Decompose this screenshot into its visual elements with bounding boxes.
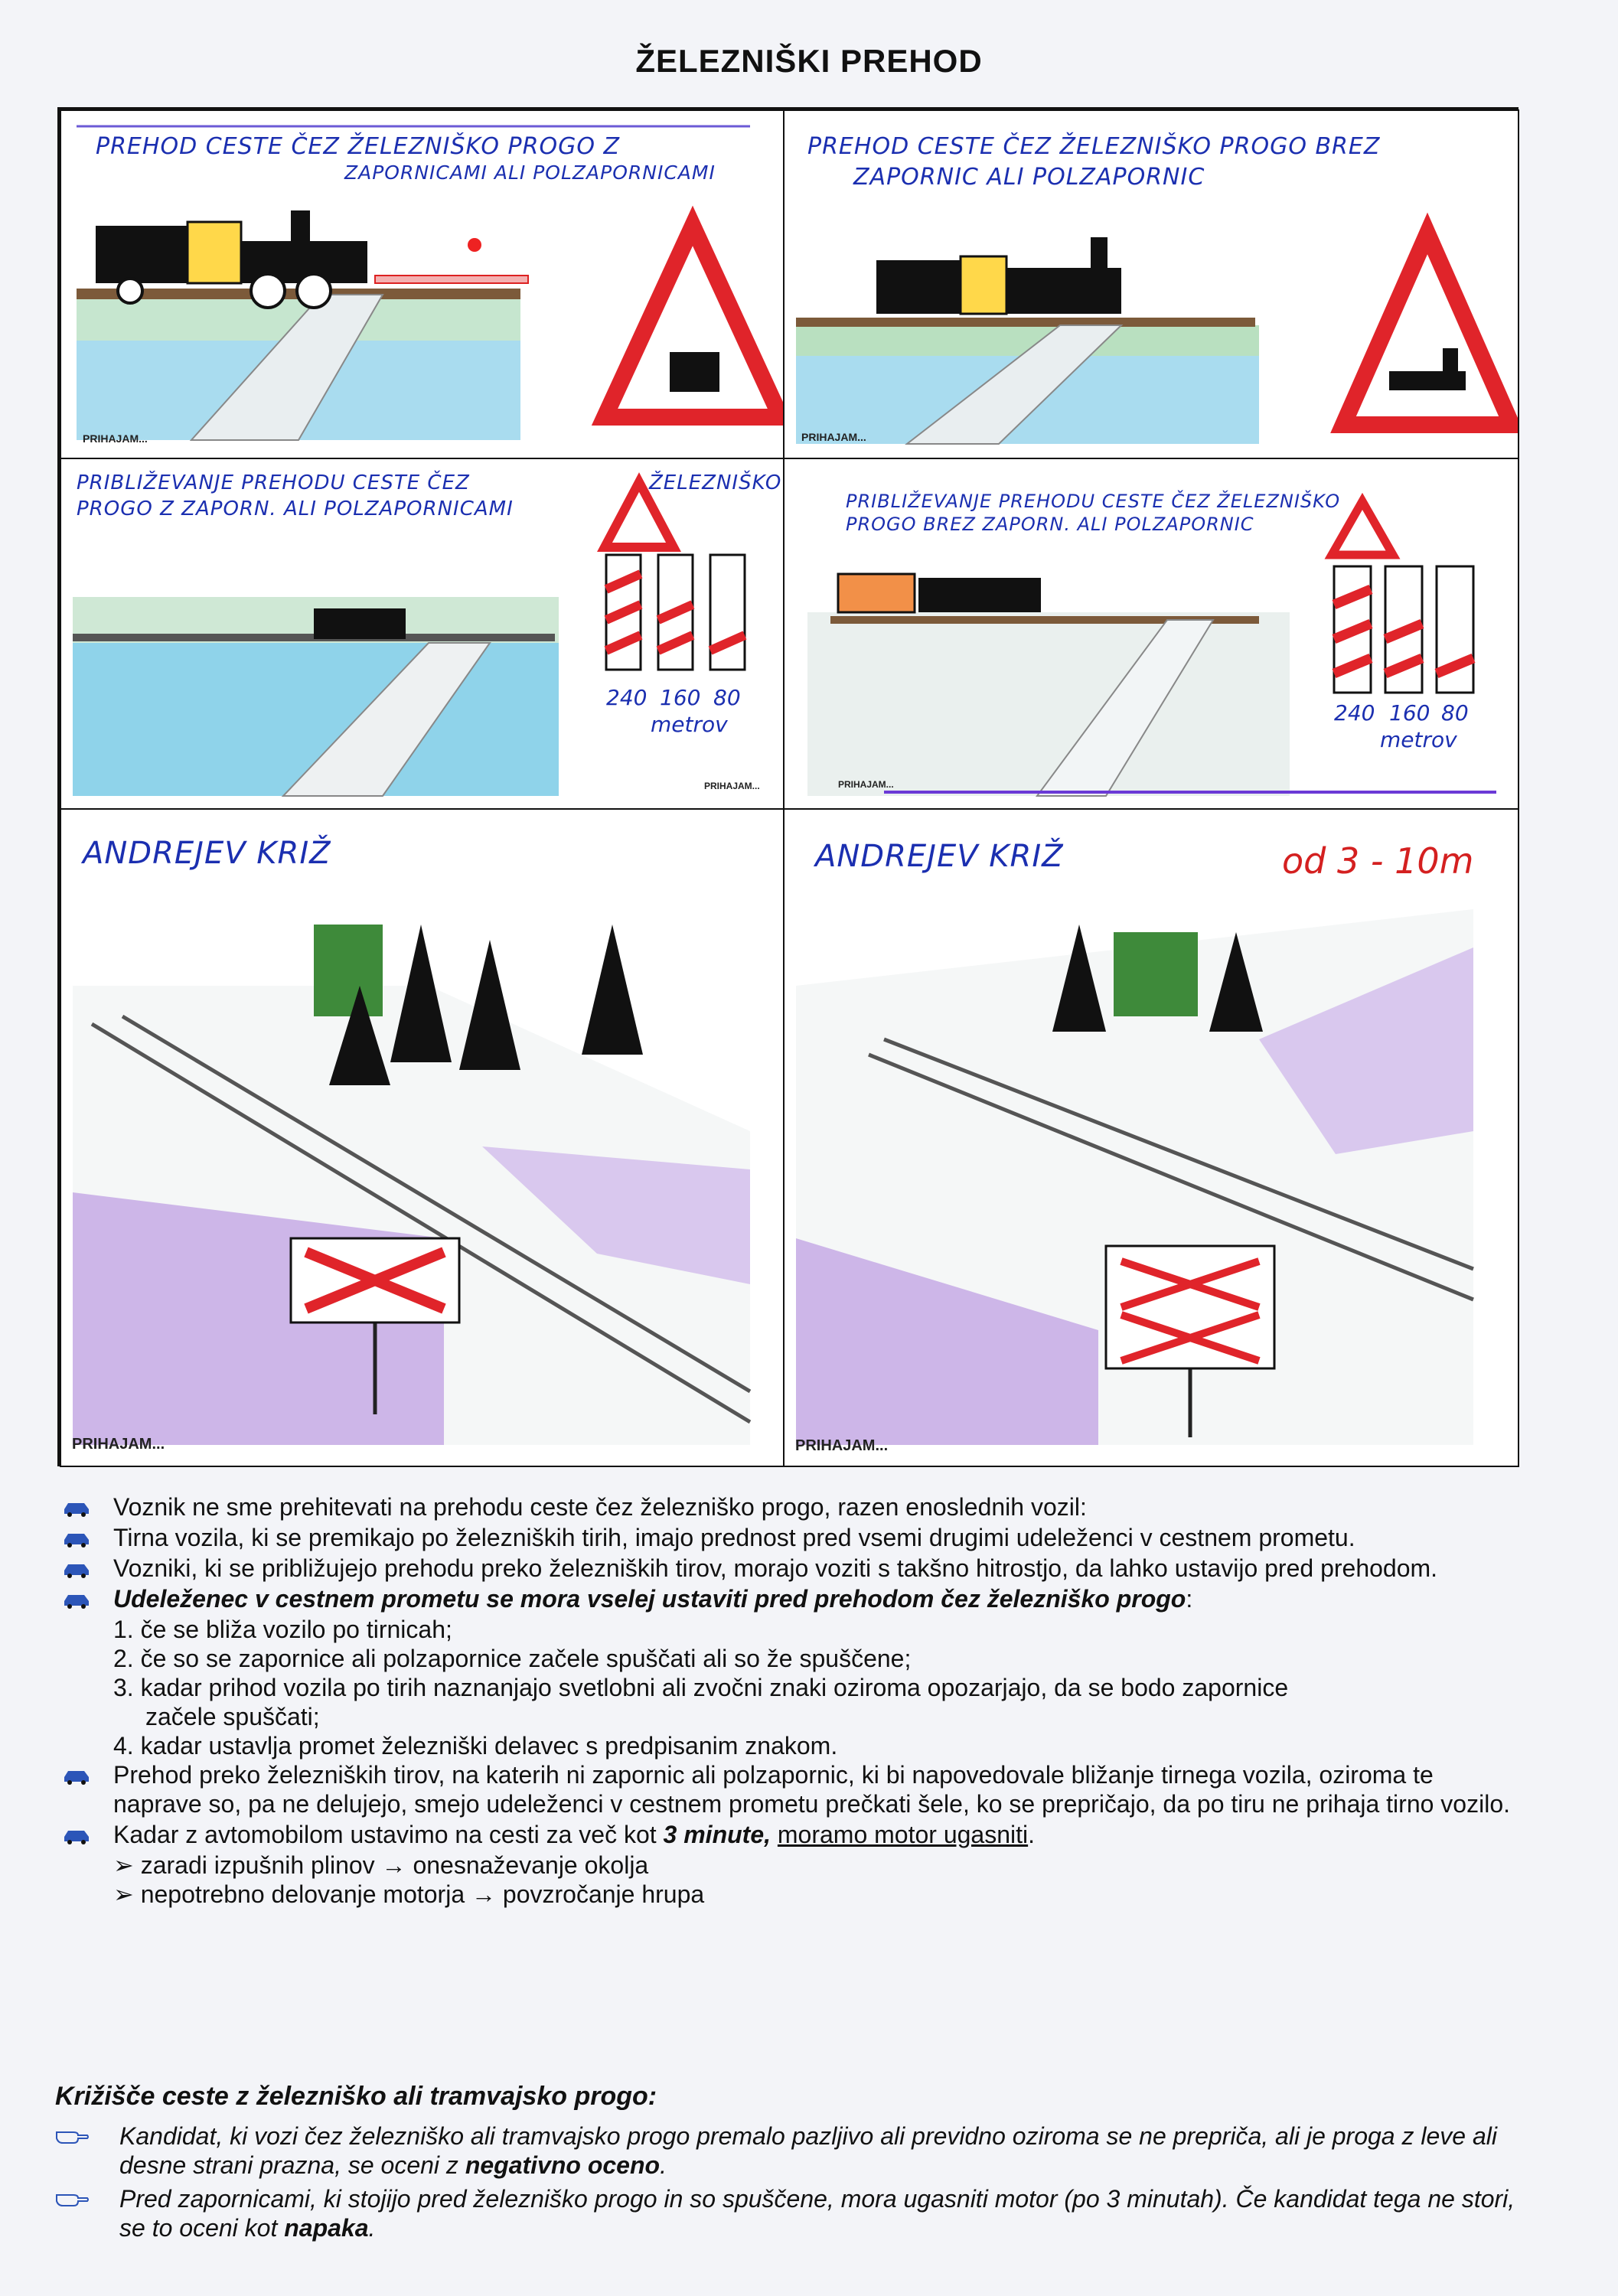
st-andrews-cross-double-drawing [785,810,1518,1466]
rule-subitem: 3. kadar prihod vozila po tirih naznanjajo svetlobni ali zvočni znaki oziroma opozarjajo, da se bodo zapornice [113,1674,1289,1701]
credit-label: PRIHAJAM... [838,779,894,790]
countdown-beacon-240-icon [606,555,641,670]
distance-label-80: 80 [713,685,741,710]
distance-label-160: 160 [1389,700,1430,726]
rule-subitem: 4. kadar ustavlja promet železniški delavec s predpisanim znakom. [113,1732,838,1760]
car-icon [61,1499,92,1517]
rule-text: Vozniki, ki se približujejo prehodu preko železniških tirov, morajo voziti s takšno hitrostjo, da lahko ustavijo pred prehodom. [113,1554,1438,1582]
rule-text: Tirna vozila, ki se premikajo po železniških tirih, imajo prednost pred vsemi drugimi udeleženci v cestnem prometu. [113,1524,1355,1551]
panel-title-line2: ZAPORNICAMI ALI POLZAPORNICAMI [344,161,716,184]
steam-locomotive-icon [314,608,406,639]
rule-text-tail: . [1028,1821,1036,1848]
credit-label: PRIHAJAM... [795,1437,889,1454]
rule-text-tail: : [1186,1585,1193,1613]
credit-label: PRIHAJAM... [72,1436,165,1453]
distance-unit-label: metrov [651,712,728,737]
pointing-hand-icon [55,2187,89,2209]
exam-text: Pred zapornicami, ki stojijo pred železniško progo in so spuščene, mora ugasniti motor (po 3 minutah). Če kandidat tega ne stori, se to oceni kot [119,2185,1515,2242]
panel-title: ANDREJEV KRIŽ [815,839,1064,874]
steam-locomotive-icon [918,578,1041,612]
panel-title: PREHOD CESTE ČEZ ŽELEZNIŠKO PROGO Z [96,133,621,160]
panel-approach-without-barriers [783,458,1519,811]
distance-label-240: 240 [606,685,648,710]
car-icon [61,1826,92,1844]
countdown-beacon-80-icon [1437,566,1473,693]
car-icon [61,1590,92,1609]
rule-item [61,1523,1515,1552]
distance-unit-label: metrov [1380,727,1457,752]
rule-subitem: začele spuščati; [145,1703,320,1730]
pointing-hand-icon [55,2125,89,2146]
panel-title-line2: ZAPORNIC ALI POLZAPORNIC [853,164,1205,191]
exam-text-emphasis: napaka [284,2214,369,2242]
panel-title: PRIBLIŽEVANJE PREHODU CESTE ČEZ [77,471,470,494]
countdown-beacon-160-icon [1385,566,1422,693]
car-icon [61,1529,92,1548]
distance-label-80: 80 [1441,700,1469,726]
rules-list [61,1492,1515,1909]
st-andrews-cross-single-drawing [61,810,785,1466]
unguarded-level-crossing-warning-sign-icon [1343,233,1512,425]
exam-item [55,2184,1525,2242]
rule-text-underlined: moramo motor ugasniti [777,1821,1029,1848]
rule-text: Prehod preko železniških tirov, na katerih ni zapornic ali polzapornic, ki bi napovedovale bližanje tirnega vozila, oziroma te naprave so, pa ne delujejo, smejo udeleženci v cestnem prometu prečkati šele, ko se prepričajo, da po tiru ne prihaja tirno vozilo. [113,1761,1510,1818]
distance-label-240: 240 [1334,700,1375,726]
rule-subitem: 2. če so se zapornice ali polzapornice začele spuščati ali so že spuščene; [113,1645,912,1672]
exam-text-tail: . [660,2151,667,2179]
credit-label: PRIHAJAM... [83,432,148,445]
level-crossing-with-barrier-warning-sign-icon [605,226,781,417]
panel-title-line2: PROGO BREZ ZAPORN. ALI POLZAPORNIC [846,514,1254,535]
panel-title: ANDREJEV KRIŽ [83,836,331,871]
rule-text-emphasis: Udeleženec v cestnem prometu se mora vselej ustaviti pred prehodom čez železniško progo [113,1585,1186,1613]
credit-label: PRIHAJAM... [801,431,866,443]
panel-title-extra: ŽELEZNIŠKO [649,471,782,494]
steam-locomotive-icon [876,237,1121,314]
illustration-grid [57,107,1519,1466]
rule-text-emphasis: 3 minute, [663,1821,771,1848]
credit-label: PRIHAJAM... [704,781,760,791]
exam-list [55,2122,1525,2247]
rule-item [61,1820,1515,1849]
passenger-railcar-icon [838,574,915,612]
exam-text-tail: . [368,2214,376,2242]
countdown-beacon-240-icon [1334,566,1371,693]
rule-text: Voznik ne sme prehitevati na prehodu ceste čez železniško progo, razen enoslednih vozil: [113,1493,1087,1521]
distance-label-160: 160 [660,685,701,710]
panel-title: PRIBLIŽEVANJE PREHODU CESTE ČEZ ŽELEZNIŠKO [846,491,1341,512]
rule-item [61,1760,1515,1818]
exam-text: Kandidat, ki vozi čez železniško ali tramvajsko progo premalo pazljivo ali previdno oziroma se ne prepriča, ali je proga z leve ali desne strani prazna, se oceni z [119,2122,1497,2179]
car-icon [61,1560,92,1578]
panel-st-andrews-cross-single [60,808,786,1467]
panel-crossing-with-barriers [60,109,786,461]
exam-section-title: Križišče ceste z železniško ali tramvajsko progo: [55,2082,657,2111]
countdown-beacon-80-icon [710,555,745,670]
rule-item [61,1492,1515,1521]
panel-st-andrews-cross-double [783,808,1519,1467]
rule-subitem: 1. če se bliža vozilo po tirnicah; [113,1616,452,1643]
rule-item [61,1584,1515,1613]
rule-text: Kadar z avtomobilom ustavimo na cesti za več kot [113,1821,664,1848]
exam-item [55,2122,1525,2180]
rule-subitem: ➢ nepotrebno delovanje motorja → povzročanje hrupa [113,1880,705,1908]
panel-title: PREHOD CESTE ČEZ ŽELEZNIŠKO PROGO BREZ [807,133,1381,160]
distance-note: od 3 - 10m [1282,840,1474,882]
exam-text-emphasis: negativno oceno [465,2151,661,2179]
panel-title-line2: PROGO Z ZAPORN. ALI POLZAPORNICAMI [77,497,514,520]
page-title: ŽELEZNIŠKI PREHOD [635,43,983,79]
rule-item [61,1554,1515,1583]
panel-approach-with-barriers [60,458,786,811]
panel-crossing-without-barriers [783,109,1519,461]
countdown-beacon-160-icon [658,555,693,670]
car-icon [61,1766,92,1785]
rule-subitem: ➢ zaradi izpušnih plinov → onesnaževanje okolja [113,1851,649,1879]
